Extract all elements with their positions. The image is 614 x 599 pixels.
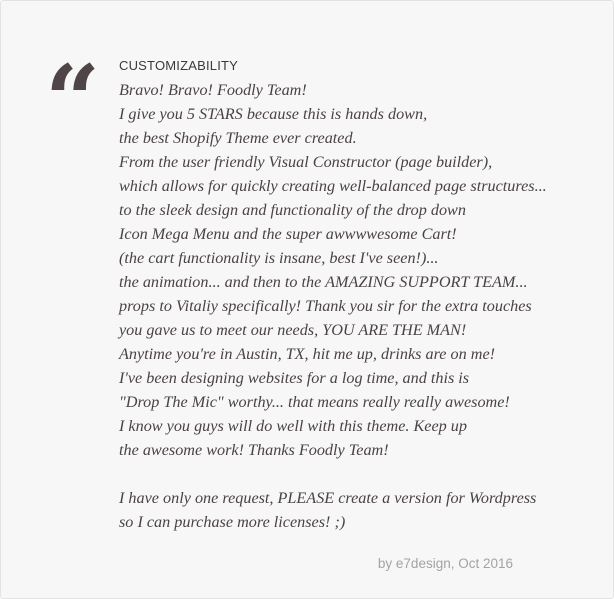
review-line: which allows for quickly creating well-balanced page structures... (119, 177, 547, 195)
review-line: you gave us to meet our needs, YOU ARE THE MAN! (119, 321, 467, 339)
review-line: Anytime you're in Austin, TX, hit me up, drinks are on me! (119, 345, 496, 363)
review-line: I've been designing websites for a log time, and this is (119, 369, 470, 387)
review-line: Bravo! Bravo! Foodly Team! (119, 81, 307, 99)
review-line: the best Shopify Theme ever created. (119, 129, 357, 147)
paragraph-gap (119, 462, 609, 486)
review-line: so I can purchase more licenses! ;) (119, 513, 346, 531)
review-text (119, 78, 609, 534)
review-line: to the sleek design and functionality of the drop down (119, 201, 466, 219)
review-line: I know you guys will do well with this theme. Keep up (119, 417, 467, 435)
review-line: I have only one request, PLEASE create a version for Wordpress (119, 489, 537, 507)
review-line: Icon Mega Menu and the super awwwwesome Cart! (119, 225, 457, 243)
review-author-date: by e7design, Oct 2016 (377, 556, 513, 571)
review-line: From the user friendly Visual Constructor (page builder), (119, 153, 493, 171)
review-line: props to Vitaliy specifically! Thank you sir for the extra touches (119, 297, 532, 315)
review-line: the awesome work! Thanks Foodly Team! (119, 441, 389, 459)
quote-icon: “ (45, 44, 97, 157)
review-line: "Drop The Mic" worthy... that means really really awesome! (119, 393, 510, 411)
review-line: the animation... and then to the AMAZING SUPPORT TEAM... (119, 273, 528, 291)
review-line: (the cart functionality is insane, best I've seen!)... (119, 249, 439, 267)
review-line: I give you 5 STARS because this is hands down, (119, 105, 428, 123)
review-category: CUSTOMIZABILITY (119, 58, 239, 73)
